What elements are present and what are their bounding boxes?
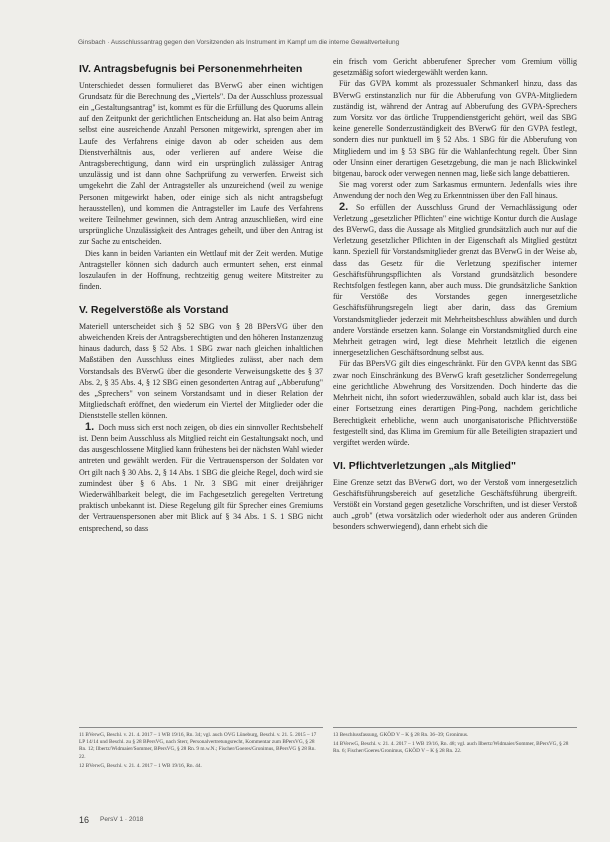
paragraph: Unterschiedet dessen formulieret das BVerwG aber einen wichtigen Grundsatz für die Berechnung des „Viertels". Da der Ausschluss prozessual ein „Gestaltungsantrag" ist, kommt es für die Erfüllung des Quorums allein auf den Zeitpunkt der gerichtlichen Entscheidung an. Hat also beim Antrag selbst eine ausreichende Anzahl Personen mitgewirkt, sprengen aber im Laufe des Verfahrens einige davon ab oder scheiden aus dem Dienstverhältnis aus, oder verlieren auf andere Weise die Antragsberechtigung, dann wird ein ursprünglich zulässiger Antrag unzulässig und ist dann ohne Sachprüfung zu verwerfen. Erweist sich umgekehrt die Zahl der Antragsteller als unzureichend (weil zu wenige Personen mitgewirkt haben, oder einige sich als nicht antragsbefugt herausstellen), und kommen die Antragsteller im Laufe des Verfahrens weitere Teilnehmer gewinnen, sich dem Antrag anzuschließen, wird eine ursprüngliche Unzulässigkeit des Antrages geheilt, und über den Antrag ist zur Sache zu entscheiden.	[79, 80, 323, 247]
paragraph-text: So erfüllen der Ausschluss Grund der Vernachlässigung oder Verletzung „gesetzlicher Pflichten" eine wichtige Kontur durch die Auslage des BVerwG, dass die Aussage als Mitglied grundsätzlich auch nur auf die Verletzung gesetzlicher Pflichten in der Eigenschaft als Mitglied gestützt kann. Speziell für Vorstandsmitglieder grenzt das BVerwG in der Weise ab, dass das Gesetz für die Verletzung spezifischer interner Geschäftsführungspflichten als Vorstand grundsätzlich besondere Rechtsfolgen festlegen kann, aber auch muss. Die grundsätzliche Sanktion für Verstöße des Vorstandes gegen innergesetzliche Geschäftsführungsregeln liegt aber darin, dass das Gremium Vorstandsmitglieder jederzeit mit Mehrheitsbeschluss abwählen und durch andere Vorstände ersetzen kann. Solange ein Vorstandsmitglied durch eine Mehrheit getragen wird, legt diese Mehrheit letztlich die eigenen innergesetzlichen Geschäftsordnung selbst aus.	[333, 202, 577, 358]
running-header: Ginsbach · Ausschlussantrag gegen den Vorsitzenden als Instrument im Kampf um die interne Gewaltverteilung	[78, 39, 400, 46]
footnote: 13 Beschlussfassung, GKÖD V – K § 28 Rn. 36–39; Gronimus.	[333, 732, 469, 738]
right-column	[333, 56, 577, 816]
footnotes-right	[333, 727, 577, 758]
footnote: 12 BVerwG, Beschl. v. 21. 4. 2017 – 1 WB 19/16, Rn. 44.	[79, 762, 202, 769]
paragraph-number: 2.	[339, 200, 349, 213]
section-iv-heading: IV. Antragsbefugnis bei Personenmehrheiten	[79, 63, 303, 75]
paragraph-number: 1.	[85, 420, 95, 433]
paragraph: Für das BPersVG gilt dies eingeschränkt. Für den GVPA kennt das SBG zwar noch Einschränkung des BVerwG kraft gesetzlicher Sonderregelung eine gerichtliche Abwehrung des Vorsitzenden. Doch hinderte das die Mehrheit nicht, ihn sofort wiederzuwählen, sobald auch klar ist, dass bei einer Fortsetzung eines derartigen Ping-Pong, nachdem gerichtliche Berechtigkeit erhebliche, wenn auch unorganisatorische Pflichtverstöße festgestellt sind, das Klima im Gremium für alle Beteiligten strapaziert und vergiftet werden würde.	[333, 359, 577, 447]
numbered-paragraph-1	[79, 422, 323, 534]
section-v-heading: V. Regelverstöße als Vorstand	[79, 304, 229, 317]
footnotes-left	[79, 727, 323, 772]
page-number: 16	[79, 815, 90, 825]
paragraph: Eine Grenze setzt das BVerwG dort, wo der Verstoß vom innergesetzlich Geschäftsführungsbereich auf gesetzliche Geschäftsführung übergreift. Verstößt ein Vorstand gegen gesetzliche Vorschriften, und ist dieser Verstoß auch „grob" (etwa vorsätzlich oder wiederholt oder aus anderen Gründen besonders schwerwiegend), dann erhebt sich die	[333, 477, 577, 532]
journal-info: PersV 1 · 2018	[100, 816, 144, 823]
numbered-paragraph-2	[333, 202, 577, 359]
footnote: 11 BVerwG, Beschl. v. 21. 4. 2017 – 1 WB 19/16, Rn. 34; vgl. auch OVG Lüneburg, Beschl. v. 21. 5. 2015 – 17 LP 14/14 und Beschl. zu § 28 BPersVG, nach Sterr, Personalvertretungsrecht, Kommentar zum BPersVG, § 28 Rn. 12; Ilbertz/Widmaier/Sommer, BPersVG, § 28 Rn. 9 m.w.N.; Fischer/Goeres/Gronimus, BPersVG § 28 Rn. 22.	[79, 732, 317, 760]
paragraph: ein frisch vom Gericht abberufener Sprecher vom Gremium völlig gesetzmäßig sofort wiedergewählt werden kann.	[333, 57, 577, 78]
paragraph: Materiell unterscheidet sich § 52 SBG von § 28 BPersVG über den abweichenden Kreis der Antragsberechtigten und den höheren Instanzenzug hinaus dadurch, dass § 52 Abs. 1 SBG zwar nach gleichen inhaltlichen Maßstäben den Ausschluss eines Mitgliedes zulässt, aber nach dem Vorstandsals des BVerwG über die gesonderte Verweisungskette des § 37 Abs. 2, § 35 Abs. 4, § 12 SBG einen gesonderten Antrag auf „Abberufung" des „Sprechers" von seinem Vorstandsamt und in dieser Relation der Mitgliedschaft eröffnet, den wiederum ein Viertel der Mitglieder oder die Dienststelle stellen können.	[79, 321, 323, 421]
paragraph: Für das GVPA kommt als prozessualer Schmankerl hinzu, dass das BVerwG erstinstanzlich nur für die Abberufung von GVPA-Mitgliedern zuständig ist, während der Antrag auf Abberufung des GVPA-Sprechers zum Vorsitz vor das örtliche Truppendienstgericht gehört, weil das SBG keine generelle Sonderzuständigkeit des BVerwG für den GVPA festlegt, sondern dies nur punktuell im § 52 Abs. 1 SBG für die Abberufung von Mitgliedern und im § 53 SBG für die Wahlanfechtung regelt. Über Sinn oder Unsinn einer derartigen Gesetzgebung, die man je nach Blickwinkel bitgenau, barock oder verwegen nennen mag, ließe sich lange debattieren.	[333, 79, 577, 179]
paragraph: Dies kann in beiden Varianten ein Wettlauf mit der Zeit werden. Mutige Antragsteller können sich dadurch auch ermuntert sehen, erst einmal loszulaufen in der Hoffnung, rechtzeitig genug weitere Mitstreiter zu finden.	[79, 248, 323, 292]
left-column	[79, 56, 323, 816]
paragraph: Sie mag vorerst oder zum Sarkasmus ermuntern. Jedenfalls wies ihre Anwendung der noch den Weg zu Erkenntnissen über den Fall hinaus.	[333, 180, 577, 201]
section-vi-heading: VI. Pflichtverletzungen „als Mitglied"	[333, 460, 516, 473]
paragraph-text: Doch muss sich erst noch zeigen, ob dies ein sinnvoller Rechtsbehelf ist. Denn beim Ausschluss als Mitglied reicht ein Gestaltungsakt noch, und das ausgeschlossene Mitglied kann frühestens bei der nächsten Wahl wieder antreten und gewählt werden. Für die Vertrauensperson der Soldaten vor Ort gilt nach § 30 Abs. 2, § 14 Abs. 1 SBG die gleiche Regel, doch wird sie zumindest über § 6 Abs. 1 Nr. 3 SBG mit einer dreijähriger Wiederwählbarkeit belegt, die im Fachgesetzlich geregelten Vertretung praktisch unbekannt ist. Diese Regelung gilt für Sprecher eines Gremiums der Vertrauenspersonen aber mit Blick auf § 34 Abs. 1 S. 1 SBG nicht entsprechend, so dass	[79, 422, 323, 533]
footnote: 14 BVerwG, Beschl. v. 21. 4. 2017 – 1 WB 19/16, Rn. 48; vgl. auch Ilbertz/Widmaier/Sommer, BPersVG, § 28 Rn. 6; Fischer/Goeres/Gronimus, GKÖD V – K § 28 Rn. 22.	[333, 741, 569, 755]
